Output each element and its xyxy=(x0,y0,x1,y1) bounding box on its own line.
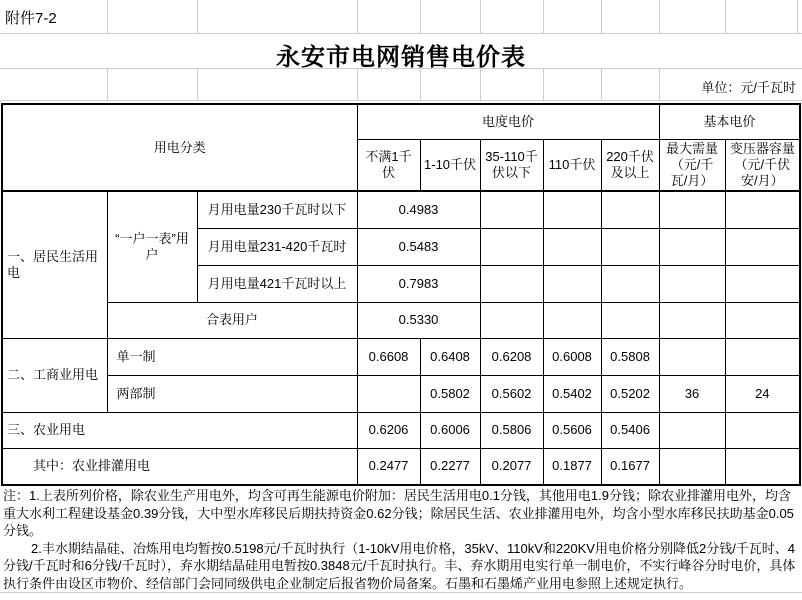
col-header-voltage-220kv: 220千伏及以上 xyxy=(601,139,659,191)
empty-cell xyxy=(725,302,800,338)
col-header-voltage-under1kv: 不满1千伏 xyxy=(357,139,420,191)
price-cell-irrig-under1kv: 0.2477 xyxy=(357,448,420,485)
price-cell-agri-1-10kv: 0.6006 xyxy=(420,412,480,448)
table-row xyxy=(2,302,800,338)
price-cell-single-1-10kv: 0.6408 xyxy=(420,338,480,375)
row-label-two-part: 两部制 xyxy=(107,375,357,412)
empty-cell xyxy=(659,228,725,265)
empty-cell xyxy=(543,265,601,302)
empty-cell xyxy=(480,228,543,265)
row-label-irrigation: 其中：农业排灌用电 xyxy=(2,448,357,485)
empty-cell xyxy=(480,302,543,338)
empty-cell xyxy=(725,448,800,485)
footnote-2: 2.丰水期结晶硅、冶炼用电均暂按0.5198元/千瓦时执行（1-10kV用电价格，35kV、110kV和220KV用电价格分别降低2分钱/千瓦时、4分钱/千瓦时和6分钱/千瓦时），弃水期结晶硅用电暂按0.3848元/千瓦时执行。丰、弃水期用电实行单一制电价，不实行峰谷分时电价，具体执行条件由设区市物价、经信部门会同同级供电企业制定后报省物价局备案。石墨和石墨烯产业用电参照上述规定执行。 xyxy=(3,540,796,591)
price-cell-tier3: 0.7983 xyxy=(357,265,480,302)
empty-cell xyxy=(659,191,725,228)
footnote-1: 注：1.上表所列价格，除农业生产用电外，均含可再生能源电价附加：居民生活用电0.1分钱，其他用电1.9分钱；除农业排灌用电外，均含重大水利工程建设基金0.39分钱，大中型水库移民后期扶持资金0.62分钱；除居民生活、农业排灌用电外，均含小型水库移民扶助基金0.05分钱。 xyxy=(3,488,794,538)
col-header-voltage-35-110kv: 35-110千伏以下 xyxy=(480,139,543,191)
price-cell-twopart-35-110kv: 0.5602 xyxy=(480,375,543,412)
row-label-tier2: 月用电量231-420千瓦时 xyxy=(197,228,357,265)
empty-cell xyxy=(543,228,601,265)
price-cell-agri-220kv: 0.5406 xyxy=(601,412,659,448)
empty-cell xyxy=(725,338,800,375)
col-header-transformer-capacity: 变压器容量（元/千伏安/月） xyxy=(725,139,800,191)
table-row xyxy=(2,338,800,375)
price-cell-irrig-35-110kv: 0.2077 xyxy=(480,448,543,485)
row-label-one-meter-user: “一户一表”用户 xyxy=(107,191,197,302)
table-row xyxy=(2,375,800,412)
empty-cell xyxy=(601,228,659,265)
row-label-tier1: 月用电量230千瓦时以下 xyxy=(197,191,357,228)
col-header-max-demand: 最大需量（元/千瓦/月） xyxy=(659,139,725,191)
price-cell-combined-meter: 0.5330 xyxy=(357,302,480,338)
classification-header: 用电分类 xyxy=(2,104,357,191)
price-cell-single-under1kv: 0.6608 xyxy=(357,338,420,375)
col-header-voltage-1-10kv: 1-10千伏 xyxy=(420,139,480,191)
empty-cell xyxy=(659,302,725,338)
empty-cell xyxy=(480,191,543,228)
table-row xyxy=(2,412,800,448)
empty-cell xyxy=(543,191,601,228)
empty-cell xyxy=(659,448,725,485)
attachment-label: 附件7-2 xyxy=(5,10,57,27)
price-cell-irrig-110kv: 0.1877 xyxy=(543,448,601,485)
price-cell-single-220kv: 0.5808 xyxy=(601,338,659,375)
price-cell-single-35-110kv: 0.6208 xyxy=(480,338,543,375)
price-table xyxy=(1,103,801,486)
price-cell-irrig-220kv: 0.1677 xyxy=(601,448,659,485)
empty-cell xyxy=(601,191,659,228)
col-header-voltage-110kv: 110千伏 xyxy=(543,139,601,191)
empty-cell xyxy=(725,265,800,302)
row-label-combined-meter: 合表用户 xyxy=(107,302,357,338)
row-label-industry: 二、工商业用电 xyxy=(2,338,107,412)
empty-cell xyxy=(601,302,659,338)
row-label-residential: 一、居民生活用电 xyxy=(2,191,107,338)
unit-label: 单位：元/千瓦时 xyxy=(701,80,796,95)
price-cell-single-110kv: 0.6008 xyxy=(543,338,601,375)
row-label-agriculture: 三、农业用电 xyxy=(2,412,357,448)
empty-cell xyxy=(480,265,543,302)
price-cell-twopart-220kv: 0.5202 xyxy=(601,375,659,412)
empty-cell xyxy=(543,302,601,338)
price-cell-twopart-capacity: 24 xyxy=(725,375,800,412)
price-cell-agri-110kv: 0.5606 xyxy=(543,412,601,448)
page-title: 永安市电网销售电价表 xyxy=(276,44,526,71)
empty-cell xyxy=(659,265,725,302)
price-cell-twopart-110kv: 0.5402 xyxy=(543,375,601,412)
table-row xyxy=(2,191,800,228)
table-row xyxy=(2,448,800,485)
price-cell-irrig-1-10kv: 0.2277 xyxy=(420,448,480,485)
price-cell-tier2: 0.5483 xyxy=(357,228,480,265)
basic-price-group-header: 基本电价 xyxy=(659,104,800,139)
price-cell-twopart-demand: 36 xyxy=(659,375,725,412)
footnotes xyxy=(3,487,797,592)
row-label-single-system: 单一制 xyxy=(107,338,357,375)
price-cell-agri-under1kv: 0.6206 xyxy=(357,412,420,448)
empty-cell xyxy=(601,265,659,302)
empty-cell xyxy=(725,191,800,228)
row-label-tier3: 月用电量421千瓦时以上 xyxy=(197,265,357,302)
energy-price-group-header: 电度电价 xyxy=(357,104,659,139)
price-cell-twopart-under1kv xyxy=(357,375,420,412)
header-row-groups xyxy=(2,104,800,139)
empty-cell xyxy=(725,412,800,448)
price-cell-twopart-1-10kv: 0.5802 xyxy=(420,375,480,412)
empty-cell xyxy=(659,338,725,375)
empty-cell xyxy=(725,228,800,265)
price-cell-agri-35-110kv: 0.5806 xyxy=(480,412,543,448)
empty-cell xyxy=(659,412,725,448)
price-cell-tier1: 0.4983 xyxy=(357,191,480,228)
